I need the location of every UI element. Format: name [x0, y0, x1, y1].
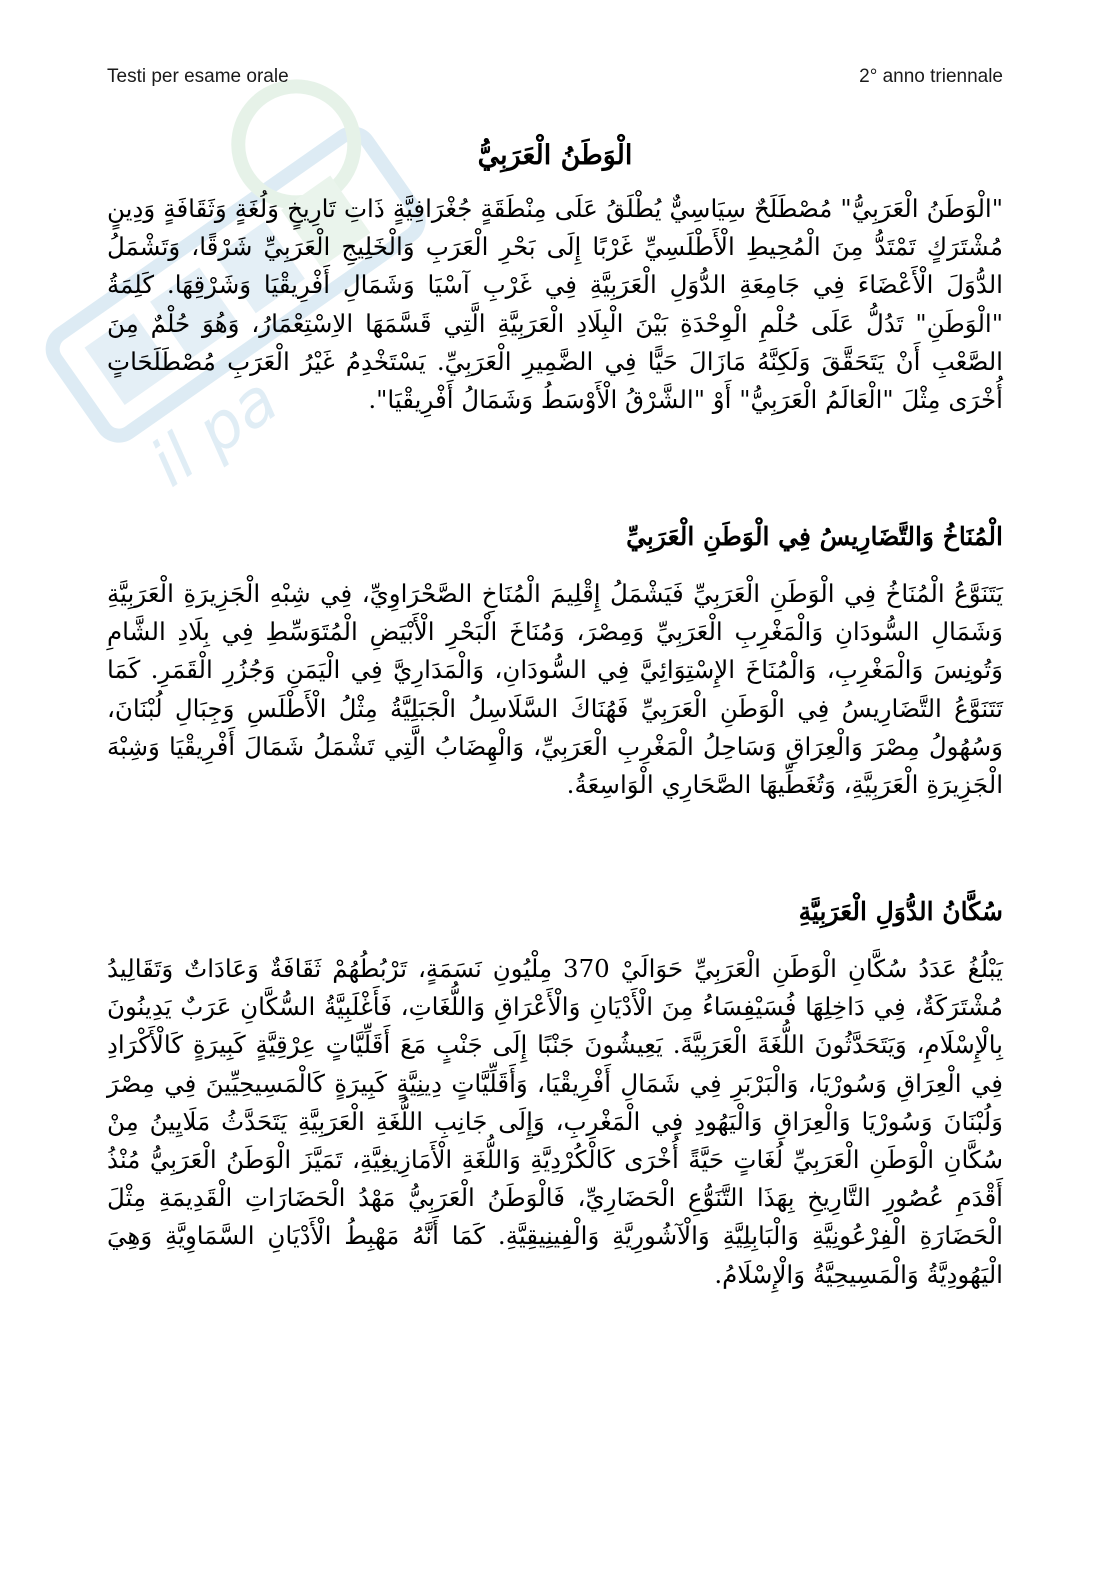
document-title: الْوَطَنُ الْعَرَبِيُّ	[477, 140, 633, 171]
paragraph-population: يَبْلُغُ عَدَدُ سُكَّانِ الْوَطَنِ الْعَرَبِيِّ حَوَالَيْ 370 مِلْيُونِ نَسَمَةٍ، تَرْبُطُهُمْ ثَقَافَةٌ وَعَادَاتٌ وَتَقَالِيدُ مُشْتَرَكَةٌ، فِي دَاخِلِهَا فُسَيْفِسَاءُ مِنَ الْأَدْيَانِ وَالْأَعْرَاقِ وَاللُّغَاتِ، فَأَغْلَبِيَّةُ السُّكَّانِ عَرَبٌ يَدِينُونَ بِالْإِسْلَامِ، وَيَتَحَدَّثُونَ اللُّغَةَ الْعَرَبِيَّةَ. يَعِيشُونَ جَنْبًا إِلَى جَنْبٍ مَعَ أَقَلِّيَّاتٍ عِرْقِيَّةٍ كَبِيرَةٍ كَالْأَكْرَادِ فِي الْعِرَاقِ وَسُورْيَا، وَالْبَرْبَرِ فِي شَمَالِ أَفْرِيقْيَا، وَأَقَلِّيَّاتٍ دِينِيَّةٍ كَبِيرَةٍ كَالْمَسِيحِيِّينَ فِي مِصْرَ وَلُبْنَانَ وَسُورْيَا وَالْعِرَاقِ وَالْيَهُودِ فِي الْمَغْرِبِ، وَإِلَى جَانِبِ اللُّغَةِ الْعَرَبِيَّةِ يَتَحَدَّثُ مَلَايِينُ مِنْ سُكَّانِ الْوَطَنِ الْعَرَبِيِّ لُغَاتٍ حَيَّةً أُخْرَى كَالْكُرْدِيَّةِ وَاللُّغَةِ الْأَمَازِيغِيَّةِ، تَمَيَّزَ الْوَطَنُ الْعَرَبِيُّ مُنْذُ أَقْدَمِ عُصُورِ التَّارِيخِ بِهَذَا التَّنَوُّعِ الْحَضَارِيِّ، فَالْوَطَنُ الْعَرَبِيُّ مَهْدُ الْحَضَارَاتِ الْقَدِيمَةِ مِثْلَ الْحَضَارَةِ الْفِرْعُونِيَّةِ وَالْبَابِلِيَّةِ وَالْآشُورِيَّةِ وَالْفِينِيقِيَّةِ. كَمَا أَنَّهُ مَهْبِطُ الْأَدْيَانِ السَّمَاوِيَّةِ وَهِيَ الْيَهُودِيَّةُ وَالْمَسِيحِيَّةُ وَالْإِسْلَامُ.	[107, 954, 1003, 1289]
paragraph-intro: "الْوَطَنُ الْعَرَبِيُّ" مُصْطَلَحٌ سِيَاسِيٌّ يُطْلَقُ عَلَى مِنْطَقَةٍ جُغْرَافِيَّةٍ ذَاتِ تَارِيخٍ وَلُغَةٍ وَثَقَافَةٍ وَدِينٍ مُشْتَرَكٍ تَمْتَدُّ مِنَ الْمُحِيطِ الْأَطْلَسِيِّ غَرْبًا إِلَى بَحْرِ الْعَرَبِ وَالْخَلِيجِ الْعَرَبِيِّ شَرْقًا، وَتَشْمَلُ الدُّوَلَ الْأَعْضَاءَ فِي جَامِعَةِ الدُّوَلِ الْعَرَبِيَّةِ فِي غَرْبِ آسْيَا وَشَمَالِ أَفْرِيقْيَا وَشَرْقِهَا. كَلِمَةُ "الْوَطَنِ" تَدُلُّ عَلَى حُلْمِ الْوِحْدَةِ بَيْنَ الْبِلَادِ الْعَرَبِيَّةِ الَّتِي قَسَّمَهَا الاِسْتِعْمَارُ، وَهُوَ حُلْمٌ مِنَ الصَّعْبِ أَنْ يَتَحَقَّقَ وَلَكِنَّهُ مَازَالَ حَيًّا فِي الضَّمِيرِ الْعَرَبِيِّ. يَسْتَخْدِمُ غَيْرُ الْعَرَبِ مُصْطَلَحَاتٍ أُخْرَى مِثْلَ "الْعَالَمُ الْعَرَبِيُّ" أَوْ "الشَّرْقُ الْأَوْسَطُ وَشَمَالُ أَفْرِيقْيَا".	[107, 194, 1003, 415]
header-right-text: 2° anno triennale	[859, 66, 1003, 87]
paragraph-climate: يَتَنَوَّعُ الْمُنَاخُ فِي الْوَطَنِ الْعَرَبِيِّ فَيَشْمَلُ إِقْلِيمَ الْمُنَاخِ الصَّحْرَاوِيِّ، فِي شِبْهِ الْجَزِيرَةِ الْعَرَبِيَّةِ وَشَمَالِ السُّودَانِ وَالْمَغْرِبِ الْعَرَبِيِّ وَمِصْرَ، وَمُنَاخَ الْبَحْرِ الْأَبْيَضِ الْمُتَوَسِّطِ فِي بِلَادِ الشَّامِ وَتُونِسَ وَالْمَغْرِبِ، وَالْمُنَاخَ الإِسْتِوَائِيَّ فِي السُّودَانِ، وَالْمَدَارِيَّ فِي الْيَمَنِ وَجُزُرِ الْقَمَرِ. كَمَا تَتَنَوَّعُ التَّضَارِيسُ فِي الْوَطَنِ الْعَرَبِيِّ فَهُنَاكَ السَّلَاسِلُ الْجَبَلِيَّةُ مِثْلُ الْأَطْلَسِ وَجِبَالِ لُبْنَانَ، وَسُهُولُ مِصْرَ وَالْعِرَاقِ وَسَاحِلُ الْمَغْرِبِ الْعَرَبِيِّ، وَالْهِضَابُ الَّتِي تَشْمَلُ شَمَالَ أَفْرِيقْيَا وَشِبْهَ الْجَزِيرَةِ الْعَرَبِيَّةِ، وَتُغَطِّيهَا الصَّحَارِي الْوَاسِعَةُ.	[107, 579, 1003, 800]
watermark-text: il pa	[137, 363, 292, 502]
header-left-text: Testi per esame orale	[107, 66, 289, 87]
page-header	[107, 66, 1003, 96]
heading-climate: الْمُنَاخُ وَالتَّضَارِيسُ فِي الْوَطَنِ الْعَرَبِيِّ	[626, 522, 1003, 551]
heading-population: سُكَّانُ الدُّوَلِ الْعَرَبِيَّةِ	[798, 897, 1003, 926]
